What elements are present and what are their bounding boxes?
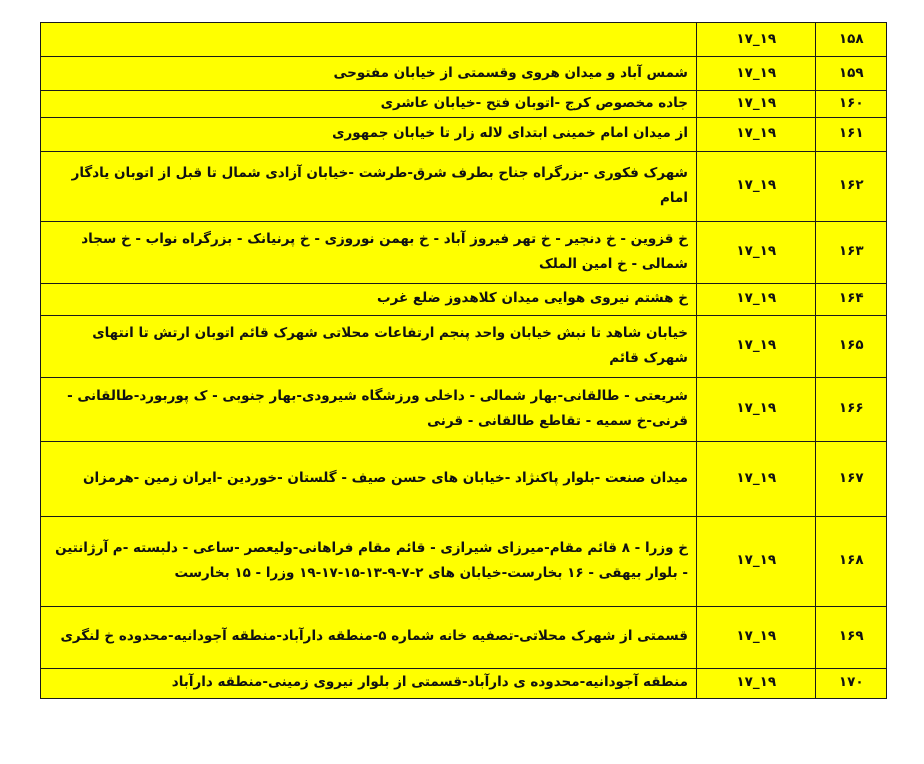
hours-cell: ۱۷_۱۹ xyxy=(696,377,816,441)
hours-cell: ۱۷_۱۹ xyxy=(696,57,816,91)
row-number-cell: ۱۷۰ xyxy=(816,668,887,698)
table-row xyxy=(41,151,887,221)
table-row xyxy=(41,377,887,441)
row-number-cell: ۱۶۹ xyxy=(816,606,887,668)
hours-cell: ۱۷_۱۹ xyxy=(696,441,816,516)
area-cell: خ هشتم نیروی هوایی میدان کلاهدوز ضلع غرب xyxy=(41,283,697,315)
table-row xyxy=(41,117,887,151)
area-cell: خ وزرا - ۸ قائم مقام-میرزای شیرازی - قائم مقام فراهانی-ولیعصر -ساعی - دلبسته -م آرژانتین - بلوار بیهقی - ۱۶ بخارست-خیابان های ۲-۷-۹-۱۳-۱۵-۱۷-۱۹ وزرا - ۱۵ بخارست xyxy=(41,516,697,606)
table-row xyxy=(41,441,887,516)
area-cell: منطقه آجودانیه-محدوده ی دارآباد-قسمتی از بلوار نیروی زمینی-منطقه دارآباد xyxy=(41,668,697,698)
hours-cell: ۱۷_۱۹ xyxy=(696,91,816,118)
hours-cell: ۱۷_۱۹ xyxy=(696,516,816,606)
row-number-cell: ۱۶۲ xyxy=(816,151,887,221)
hours-cell: ۱۷_۱۹ xyxy=(696,221,816,283)
table-row xyxy=(41,283,887,315)
area-cell: جاده مخصوص کرج -اتوبان فتح -خیابان عاشری xyxy=(41,91,697,118)
table-row xyxy=(41,516,887,606)
row-number-cell: ۱۶۸ xyxy=(816,516,887,606)
row-number-cell: ۱۶۵ xyxy=(816,315,887,377)
hours-cell: ۱۷_۱۹ xyxy=(696,151,816,221)
outage-schedule-table xyxy=(40,22,887,699)
hours-cell: ۱۷_۱۹ xyxy=(696,23,816,57)
row-number-cell: ۱۶۰ xyxy=(816,91,887,118)
table-row xyxy=(41,91,887,118)
area-cell xyxy=(41,23,697,57)
row-number-cell: ۱۶۶ xyxy=(816,377,887,441)
hours-cell: ۱۷_۱۹ xyxy=(696,315,816,377)
row-number-cell: ۱۶۴ xyxy=(816,283,887,315)
area-cell: خ قزوین - خ دنجیر - خ تهر فیروز آباد - خ بهمن نوروزی - خ پرنیانک - بزرگراه نواب - خ سجاد شمالی - خ امین الملک xyxy=(41,221,697,283)
row-number-cell: ۱۶۱ xyxy=(816,117,887,151)
area-cell: قسمتی از شهرک محلاتی-تصفیه خانه شماره ۵-منطقه دارآباد-منطقه آجودانیه-محدوده خ لنگری xyxy=(41,606,697,668)
row-number-cell: ۱۵۹ xyxy=(816,57,887,91)
area-cell: از میدان امام خمینی ابتدای لاله زار تا خیابان جمهوری xyxy=(41,117,697,151)
table-row xyxy=(41,221,887,283)
hours-cell: ۱۷_۱۹ xyxy=(696,606,816,668)
table-row xyxy=(41,315,887,377)
area-cell: شهرک فکوری -بزرگراه جناح بطرف شرق-طرشت -خیابان آزادی شمال تا قبل از اتوبان یادگار امام xyxy=(41,151,697,221)
table-row xyxy=(41,57,887,91)
row-number-cell: ۱۶۳ xyxy=(816,221,887,283)
row-number-cell: ۱۶۷ xyxy=(816,441,887,516)
area-cell: میدان صنعت -بلوار پاکنژاد -خیابان های حسن صیف - گلستان -خوردین -ایران زمین -هرمزان xyxy=(41,441,697,516)
outage-schedule-sheet xyxy=(40,22,887,699)
hours-cell: ۱۷_۱۹ xyxy=(696,283,816,315)
hours-cell: ۱۷_۱۹ xyxy=(696,117,816,151)
hours-cell: ۱۷_۱۹ xyxy=(696,668,816,698)
table-row xyxy=(41,23,887,57)
row-number-cell: ۱۵۸ xyxy=(816,23,887,57)
area-cell: شمس آباد و میدان هروی وقسمتی از خیابان مفتوحی xyxy=(41,57,697,91)
table-row xyxy=(41,668,887,698)
area-cell: خیابان شاهد تا نبش خیابان واحد پنجم ارتفاعات محلاتی شهرک قائم اتوبان ارتش تا انتهای شهرک قائم xyxy=(41,315,697,377)
area-cell: شریعتی - طالقانی-بهار شمالی - داخلی ورزشگاه شیرودی-بهار جنوبی - ک پوربورد-طالقانی - قرنی-خ سمیه - تقاطع طالقانی - قرنی xyxy=(41,377,697,441)
table-row xyxy=(41,606,887,668)
